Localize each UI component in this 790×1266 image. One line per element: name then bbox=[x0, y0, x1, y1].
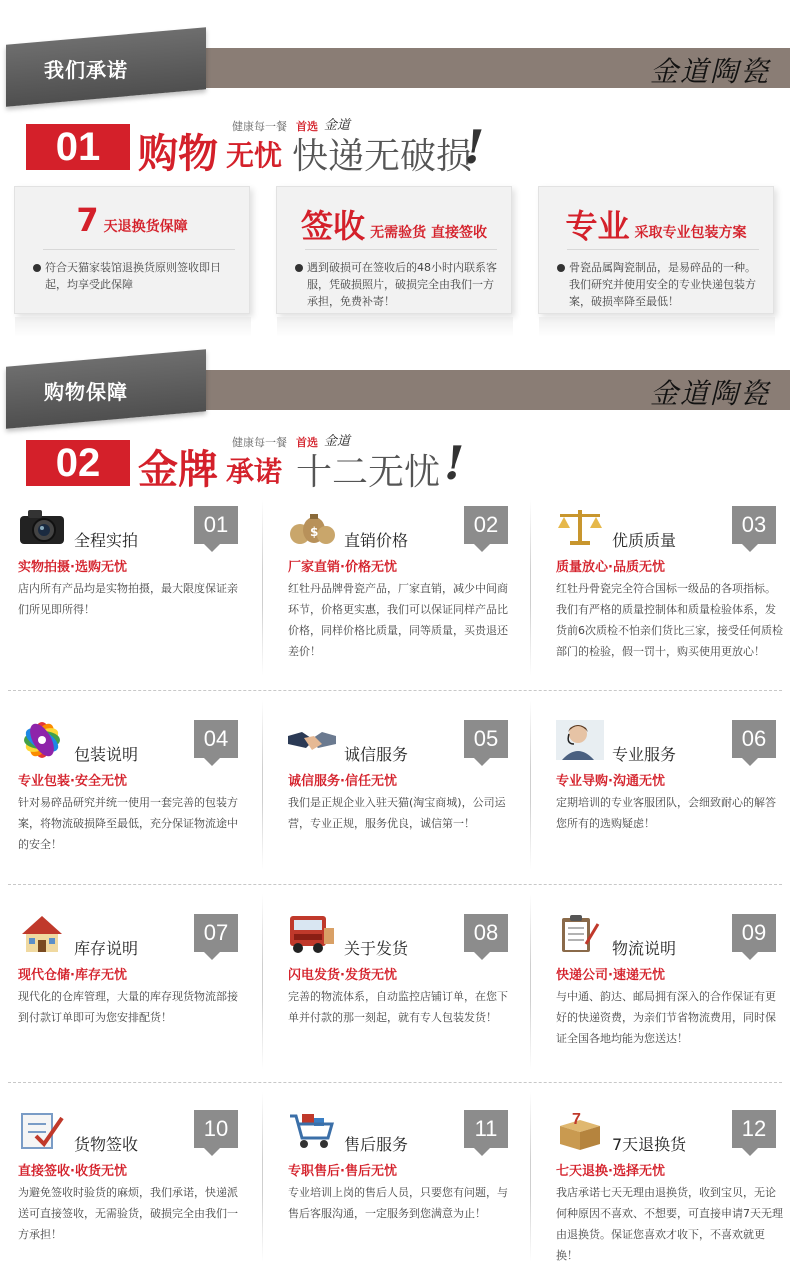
heading-guarantee bbox=[26, 436, 786, 496]
divider bbox=[43, 249, 235, 250]
color-wheel-icon bbox=[18, 720, 66, 760]
guarantee-name: 售后服务 bbox=[344, 1135, 409, 1154]
heading-tag-red: 首选 bbox=[296, 436, 318, 449]
promise-desc: 遇到破损可在签收后的48小时内联系客服，凭破损照片，破损完全由我们一方承担，免费补寄！ bbox=[307, 261, 497, 308]
guarantee-number: 09 bbox=[732, 914, 776, 952]
heading-tag-red: 首选 bbox=[296, 120, 318, 133]
guarantee-number: 08 bbox=[464, 914, 508, 952]
shopping-cart-icon bbox=[288, 1110, 336, 1150]
guarantee-subtitle: 诚信服务·信任无忧 bbox=[288, 774, 397, 789]
promise-desc: 骨瓷品属陶瓷制品，是易碎品的一种。我们研究并使用安全的专业快递包装方案，破损率降至最低！ bbox=[569, 261, 756, 308]
divider bbox=[567, 249, 759, 250]
guarantee-text: 定期培训的专业客服团队，会细致耐心的解答您所有的选购疑虑！ bbox=[556, 796, 776, 830]
column-divider bbox=[530, 894, 531, 1070]
guarantee-subtitle: 现代仓储·库存无忧 bbox=[18, 968, 127, 983]
section-number: 01 bbox=[26, 124, 130, 170]
guarantee-text: 店内所有产品均是实物拍摄，最大限度保证亲们所见即所得！ bbox=[18, 582, 238, 616]
service-agent-icon bbox=[556, 720, 604, 760]
delivery-truck-icon bbox=[288, 914, 336, 954]
guarantee-number: 03 bbox=[732, 506, 776, 544]
promise-big: 专业 bbox=[565, 207, 630, 245]
heading-tag-brand: 金道 bbox=[324, 118, 351, 133]
guarantee-subtitle: 专业导购·沟通无忧 bbox=[556, 774, 665, 789]
camera-icon bbox=[18, 506, 66, 546]
money-bags-icon bbox=[288, 506, 336, 546]
row-divider bbox=[8, 1082, 782, 1083]
heading-rest: 十二无忧 bbox=[296, 452, 441, 493]
guarantee-subtitle: 专业包装·安全无忧 bbox=[18, 774, 127, 789]
guarantee-subtitle: 厂家直销·价格无忧 bbox=[288, 560, 397, 575]
heading-mid: 承诺 bbox=[226, 455, 283, 488]
banner-label: 我们承诺 bbox=[44, 58, 128, 82]
card-reflection bbox=[277, 317, 513, 337]
guarantee-text: 现代化的仓库管理，大量的库存现货物流部接到付款订单即可为您安排配货！ bbox=[18, 990, 238, 1024]
column-divider bbox=[530, 500, 531, 676]
promise-card bbox=[538, 186, 774, 314]
guarantee-text: 专业培训上岗的售后人员，只要您有问题，与售后客服沟通，一定服务到您满意为止！ bbox=[288, 1186, 508, 1220]
row-divider bbox=[8, 690, 782, 691]
banner-label: 购物保障 bbox=[44, 380, 128, 404]
brand-logo: 金道陶瓷 bbox=[649, 55, 770, 88]
guarantee-name: 直销价格 bbox=[344, 531, 409, 550]
heading-exclaim: ! bbox=[444, 436, 465, 490]
bullet-icon bbox=[295, 264, 303, 272]
guarantee-text: 针对易碎品研究并统一使用一套完善的包装方案，将物流破损降至最低，充分保证物流途中的安全！ bbox=[18, 796, 238, 851]
guarantee-subtitle: 快递公司·速递无忧 bbox=[556, 968, 665, 983]
guarantee-subtitle: 七天退换·选择无忧 bbox=[556, 1164, 665, 1179]
guarantee-number: 05 bbox=[464, 720, 508, 758]
column-divider bbox=[530, 700, 531, 870]
guarantee-text: 为避免签收时验货的麻烦，我们承诺，快递派送可直接签收，无需验货，破损完全由我们一方承担！ bbox=[18, 1186, 238, 1241]
brand-logo: 金道陶瓷 bbox=[649, 377, 770, 410]
guarantee-name: 诚信服务 bbox=[344, 745, 409, 764]
column-divider bbox=[530, 1092, 531, 1262]
guarantee-text: 我店承诺七天无理由退换货，收到宝贝，无论何种原因不喜欢、不想要，可直接申请7天无理由退换货。保证您喜欢才收下，不喜欢就更换！ bbox=[556, 1186, 783, 1262]
heading-tagline: 健康每一餐 bbox=[232, 436, 287, 449]
heading-rest: 快递无破损 bbox=[292, 136, 473, 177]
guarantee-name: 优质质量 bbox=[612, 531, 677, 550]
heading-mid: 无忧 bbox=[226, 139, 283, 172]
guarantee-subtitle: 实物拍摄·选购无忧 bbox=[18, 560, 127, 575]
guarantee-number: 07 bbox=[194, 914, 238, 952]
promise-desc: 符合天猫家装馆退换货原则签收即日起，均享受此保障 bbox=[45, 261, 221, 291]
section-number: 02 bbox=[26, 440, 130, 486]
heading-tagline: 健康每一餐 bbox=[232, 120, 287, 133]
handshake-icon bbox=[288, 720, 336, 760]
row-divider bbox=[8, 884, 782, 885]
guarantee-number: 11 bbox=[464, 1110, 508, 1148]
column-divider bbox=[262, 894, 263, 1070]
heading-exclaim: ! bbox=[464, 120, 485, 174]
guarantee-subtitle: 专职售后·售后无忧 bbox=[288, 1164, 397, 1179]
svg-text:$: $ bbox=[310, 525, 319, 539]
guarantee-text: 红牡丹骨瓷完全符合国标一级品的各项指标。我们有严格的质量控制体和质量检验体系，发货前6次质检不怕亲们货比三家，接受任何质检部门的检验，假一罚十，购买使用更放心！ bbox=[556, 582, 783, 658]
guarantee-subtitle: 质量放心·品质无忧 bbox=[556, 560, 665, 575]
section-banner-guarantee bbox=[0, 358, 790, 422]
column-divider bbox=[262, 1092, 263, 1262]
clipboard-icon bbox=[556, 914, 604, 954]
column-divider bbox=[262, 700, 263, 870]
guarantee-subtitle: 直接签收·收货无忧 bbox=[18, 1164, 127, 1179]
checklist-icon bbox=[18, 1110, 66, 1150]
card-reflection bbox=[15, 317, 251, 337]
promise-card bbox=[276, 186, 512, 314]
guarantee-subtitle: 闪电发货·发货无忧 bbox=[288, 968, 397, 983]
guarantee-number: 01 bbox=[194, 506, 238, 544]
promise-small: 天退换货保障 bbox=[103, 219, 188, 235]
promise-big: 签收 bbox=[301, 207, 366, 245]
guarantee-number: 04 bbox=[194, 720, 238, 758]
heading-promise bbox=[26, 120, 786, 180]
guarantee-text: 与中通、韵达、邮局拥有深入的合作保证有更好的快递资费，为亲们节省物流费用，同时保证全国各地均能为您送达！ bbox=[556, 990, 776, 1045]
guarantee-name: 全程实拍 bbox=[74, 531, 139, 550]
guarantee-name: 专业服务 bbox=[612, 745, 677, 764]
section-banner-promise bbox=[0, 36, 790, 100]
guarantee-text: 完善的物流体系，自动监控店铺订单，在您下单并付款的那一刻起，就有专人包装发货！ bbox=[288, 990, 508, 1024]
guarantee-name: 货物签收 bbox=[74, 1135, 139, 1154]
guarantee-name: 关于发货 bbox=[344, 939, 409, 958]
promise-small: 采取专业包装方案 bbox=[634, 225, 747, 241]
card-reflection bbox=[539, 317, 775, 337]
heading-tag-brand: 金道 bbox=[324, 434, 351, 449]
guarantee-name: 库存说明 bbox=[74, 939, 139, 958]
guarantee-number: 02 bbox=[464, 506, 508, 544]
guarantee-number: 12 bbox=[732, 1110, 776, 1148]
return-box-icon bbox=[556, 1110, 604, 1150]
promise-big: 7 bbox=[76, 201, 99, 239]
guarantee-name: 7天退换货 bbox=[612, 1135, 687, 1154]
column-divider bbox=[262, 500, 263, 676]
guarantee-number: 10 bbox=[194, 1110, 238, 1148]
divider bbox=[305, 249, 497, 250]
heading-big: 金牌 bbox=[138, 447, 218, 493]
guarantee-name: 包装说明 bbox=[74, 745, 139, 764]
svg-text:7: 7 bbox=[572, 1111, 581, 1128]
bullet-icon bbox=[33, 264, 41, 272]
guarantee-text: 我们是正规企业入驻天猫(淘宝商城)，公司运营，专业正规，服务优良，诚信第一！ bbox=[288, 796, 506, 830]
guarantee-number: 06 bbox=[732, 720, 776, 758]
guarantee-name: 物流说明 bbox=[612, 939, 677, 958]
house-icon bbox=[18, 914, 66, 954]
promise-card bbox=[14, 186, 250, 314]
scales-icon bbox=[556, 506, 604, 546]
guarantee-text: 红牡丹品牌骨瓷产品，厂家直销，减少中间商环节，价格更实惠，我们可以保证同样产品比价格，同样价格比质量，同等质量，买贵退还差价！ bbox=[288, 582, 508, 658]
bullet-icon bbox=[557, 264, 565, 272]
promise-small: 无需验货 直接签收 bbox=[370, 225, 487, 241]
heading-big: 购物 bbox=[138, 131, 218, 177]
